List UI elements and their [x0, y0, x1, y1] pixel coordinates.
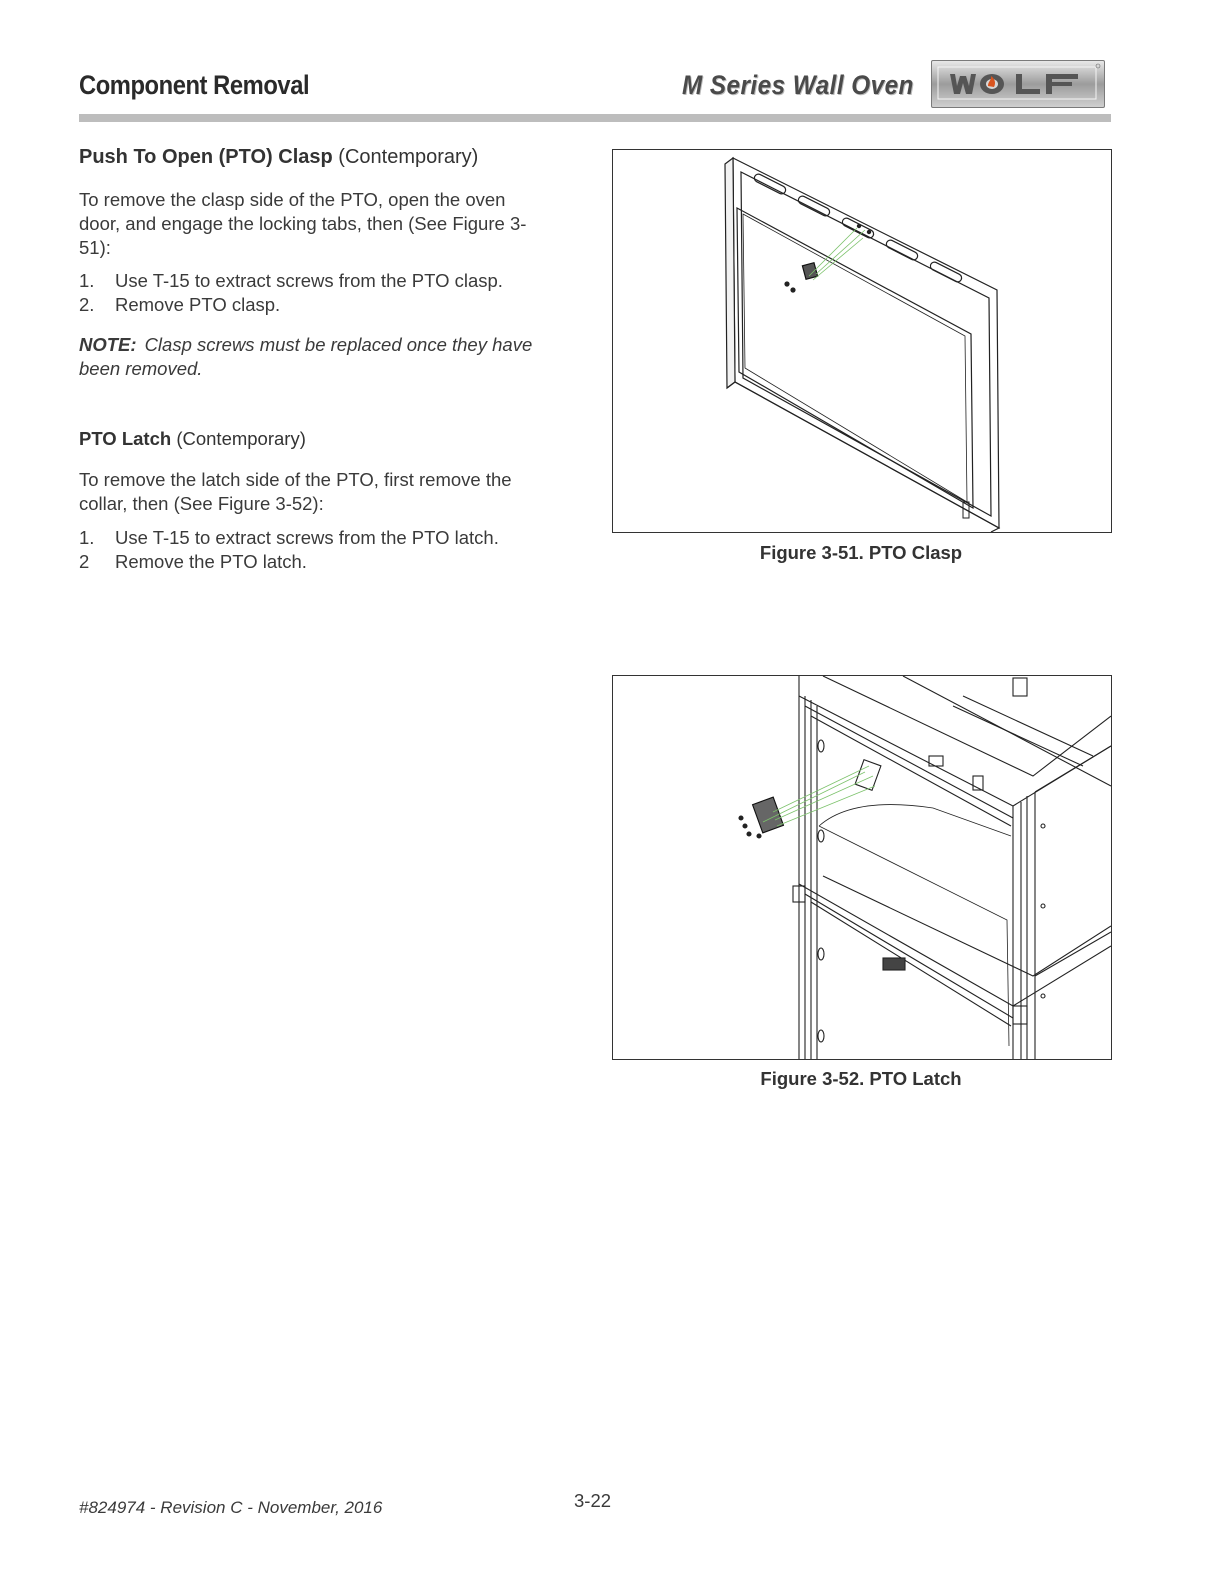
- figure-3-52-caption: Figure 3-52. PTO Latch: [760, 1068, 962, 1089]
- wolf-logo: [931, 60, 1105, 108]
- list-item: 2. Remove PTO clasp.: [79, 294, 281, 315]
- figure-3-51-caption: Figure 3-51. PTO Clasp: [759, 542, 963, 563]
- list-item: 1. Use T-15 to extract screws from the PTO clasp.: [79, 270, 503, 291]
- clasp-heading: Push To Open (PTO) Clasp (Contemporary): [79, 146, 479, 168]
- latch-intro: To remove the latch side of the PTO, first remove the collar, then (See Figure 3-52):: [79, 469, 512, 514]
- clasp-note: NOTE: Clasp screws must be replaced once they have been removed.: [79, 334, 533, 379]
- clasp-intro: To remove the clasp side of the PTO, open the oven door, and engage the locking tabs, then (See Figure 3- 51):: [79, 189, 527, 258]
- doc-revision: #824974 - Revision C - November, 2016: [79, 1498, 383, 1517]
- list-item: 2 Remove the PTO latch.: [79, 551, 307, 572]
- header-divider: [79, 114, 1111, 122]
- list-item: 1. Use T-15 to extract screws from the PTO latch.: [79, 527, 499, 548]
- product-title: M Series Wall Oven: [682, 70, 914, 100]
- latch-steps: [79, 526, 579, 574]
- page-number: 3-22: [574, 1490, 612, 1511]
- clasp-steps: [79, 269, 579, 317]
- section-title: Component Removal: [79, 70, 310, 100]
- figure-pto-latch: [612, 675, 1112, 1060]
- latch-heading: PTO Latch (Contemporary): [79, 428, 306, 449]
- figure-pto-clasp: [612, 149, 1112, 533]
